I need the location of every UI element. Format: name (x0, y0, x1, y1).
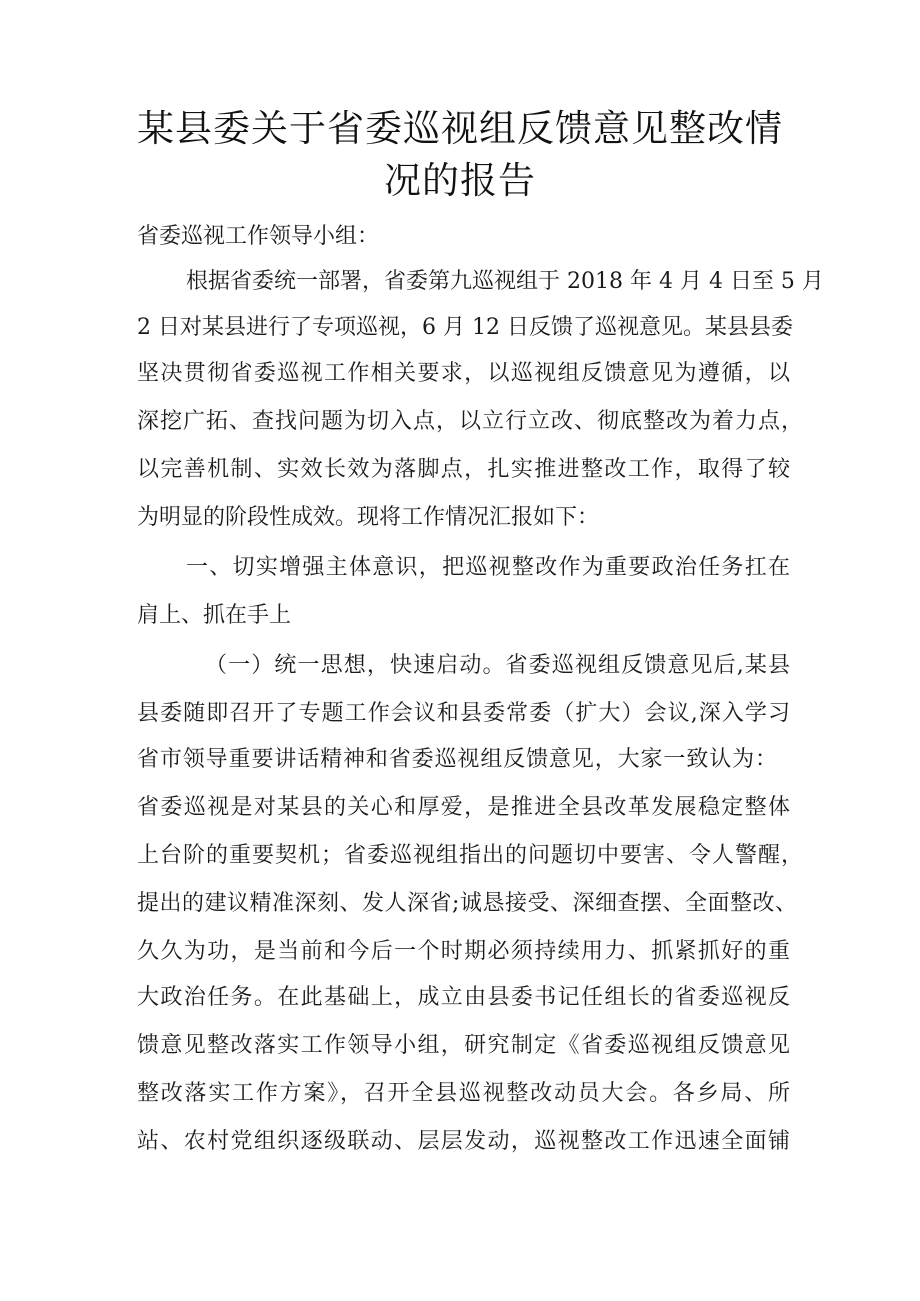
body-line: 上台阶的重要契机；省委巡视组指出的问题切中要害、令人警醒， (137, 843, 803, 868)
section-heading-line: 一、切实增强主体意识，把巡视整改作为重要政治任务扛在 (186, 555, 790, 580)
body-line: 省市领导重要讲话精神和省委巡视组反馈意见，大家一致认为： (137, 747, 777, 772)
body-line: 以完善机制、实效长效为落脚点，扎实推进整改工作，取得了较 (137, 457, 790, 482)
body-line: 大政治任务。在此基础上，成立由县委书记任组长的省委巡视反 (137, 985, 790, 1010)
body-line: 根据省委统一部署，省委第九巡视组于 2018 年 4 月 4 日至 5 月 (186, 269, 824, 294)
body-line: 整改落实工作方案》，召开全县巡视整改动员大会。各乡局、所 (137, 1081, 790, 1106)
document-title-line-2: 况的报告 (384, 159, 536, 202)
body-line: 馈意见整改落实工作领导小组，研究制定《省委巡视组反馈意见 (137, 1033, 790, 1058)
body-line: 2 日对某县进行了专项巡视，6 月 12 日反馈了巡视意见。某县县委 (137, 315, 793, 340)
body-line: 为明显的阶段性成效。现将工作情况汇报如下： (137, 505, 600, 530)
section-heading-line: 肩上、抓在手上 (137, 603, 292, 628)
body-line: 提出的建议精准深刻、发人深省;诚恳接受、深细查摆、全面整改、 (137, 891, 797, 916)
salutation: 省委巡视工作领导小组： (137, 224, 380, 249)
body-line: 站、农村党组织逐级联动、层层发动，巡视整改工作迅速全面铺 (137, 1129, 790, 1154)
body-line: 坚决贯彻省委巡视工作相关要求，以巡视组反馈意见为遵循，以 (137, 361, 790, 386)
body-line: 县委随即召开了专题工作会议和县委常委（扩大）会议,深入学习 (137, 701, 790, 726)
body-line: 省委巡视是对某县的关心和厚爱，是推进全县改革发展稳定整体 (137, 795, 790, 820)
document-title-line-1: 某县委关于省委巡视组反馈意见整改情 (137, 107, 783, 150)
body-line: （一）统一思想，快速启动。省委巡视组反馈意见后,某县 (205, 653, 790, 678)
body-line: 深挖广拓、查找问题为切入点，以立行立改、彻底整改为着力点， (137, 409, 803, 434)
body-line: 久久为功，是当前和今后一个时期必须持续用力、抓紧抓好的重 (137, 939, 790, 964)
